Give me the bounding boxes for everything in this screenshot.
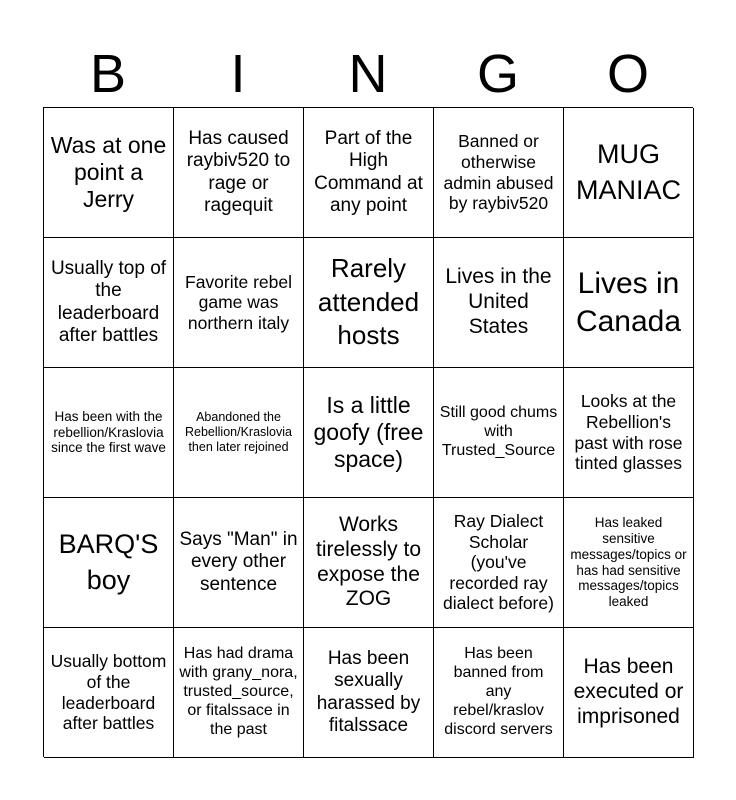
cell-text: Has been sexually harassed by fitalssace (316, 647, 421, 736)
bingo-cell-3-1[interactable] (44, 368, 174, 498)
bingo-cell-3-2[interactable] (174, 368, 304, 498)
cell-text: Has been banned from any rebel/kraslov discord servers (444, 645, 553, 738)
bingo-cell-4-1[interactable] (44, 498, 174, 628)
cell-text: Is a little goofy (free space) (313, 391, 424, 473)
bingo-cell-3-5[interactable] (564, 368, 694, 498)
bingo-cell-2-2[interactable] (174, 238, 304, 368)
bingo-cell-2-4[interactable] (434, 238, 564, 368)
header-letter-b: B (89, 44, 127, 104)
bingo-cell-5-1[interactable] (44, 628, 174, 758)
cell-text: Still good chums with Trusted_Source (439, 404, 558, 459)
bingo-cell-5-3[interactable] (304, 628, 434, 758)
bingo-grid (43, 107, 693, 757)
cell-text: BARQ'S boy (58, 529, 159, 595)
cell-text: Has leaked sensitive messages/topics or has had sensitive messages/topics leaked (570, 514, 687, 610)
cell-text: Usually top of the leaderboard after battles (50, 257, 167, 346)
bingo-cell-4-3[interactable] (304, 498, 434, 628)
bingo-cell-1-4[interactable] (434, 108, 564, 238)
bingo-cell-4-4[interactable] (434, 498, 564, 628)
header-letter-o: O (606, 44, 649, 104)
cell-text: MUG MANIAC (575, 139, 681, 205)
bingo-cell-2-3[interactable] (304, 238, 434, 368)
bingo-cell-2-1[interactable] (44, 238, 174, 368)
bingo-cell-1-2[interactable] (174, 108, 304, 238)
bingo-cell-4-5[interactable] (564, 498, 694, 628)
header-letter-n: N (348, 44, 388, 104)
cell-text: Looks at the Rebellion's past with rose tinted glasses (574, 391, 683, 474)
cell-text: Has caused raybiv520 to rage or ragequit (186, 127, 291, 216)
header-letter-g: G (476, 44, 519, 104)
bingo-cell-1-5[interactable] (564, 108, 694, 238)
bingo-cell-1-3[interactable] (304, 108, 434, 238)
bingo-cell-5-5[interactable] (564, 628, 694, 758)
bingo-cell-2-5[interactable] (564, 238, 694, 368)
cell-text: Part of the High Command at any point (314, 127, 423, 216)
header-letter-i: I (230, 44, 246, 104)
cell-text: Lives in the United States (445, 265, 552, 338)
cell-text: Abandoned the Rebellion/Kraslovia then later rejoined (184, 410, 292, 454)
cell-text: Usually bottom of the leaderboard after battles (50, 651, 167, 734)
cell-text: Was at one point a Jerry (50, 131, 167, 213)
cell-text: Has been with the rebellion/Kraslovia since the first wave (51, 408, 166, 456)
cell-text: Works tirelessly to expose the ZOG (315, 512, 422, 611)
cell-text: Banned or otherwise admin abused by raybiv520 (443, 131, 554, 214)
cell-text: Lives in Canada (575, 267, 682, 338)
cell-text: Says "Man" in every other sentence (179, 528, 298, 595)
cell-text: Has been executed or imprisoned (573, 655, 684, 728)
cell-text: Favorite rebel game was northern italy (185, 271, 292, 333)
bingo-cell-3-3[interactable] (304, 368, 434, 498)
cell-text: Ray Dialect Scholar (you've recorded ray dialect before) (443, 510, 554, 614)
bingo-cell-4-2[interactable] (174, 498, 304, 628)
bingo-cell-1-1[interactable] (44, 108, 174, 238)
bingo-header (43, 42, 693, 106)
bingo-cell-3-4[interactable] (434, 368, 564, 498)
bingo-cell-5-2[interactable] (174, 628, 304, 758)
bingo-cell-5-4[interactable] (434, 628, 564, 758)
cell-text: Has had drama with grany_nora, trusted_source, or fitalssace in the past (179, 645, 298, 738)
cell-text: Rarely attended hosts (317, 252, 420, 351)
